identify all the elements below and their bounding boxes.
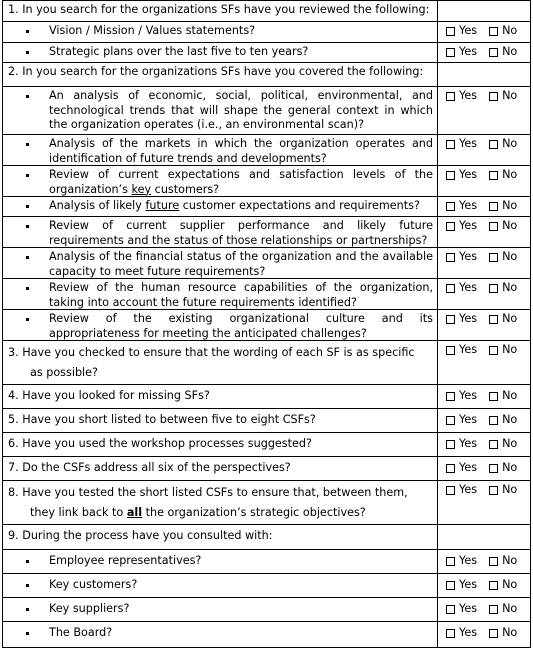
- question-6: [3, 433, 530, 457]
- checkbox-icon: [446, 346, 455, 355]
- no-checkbox[interactable]: No: [489, 219, 517, 234]
- checkbox-icon: [489, 140, 498, 149]
- question-text: 1. In you search for the organizations SFs have you reviewed the following:: [3, 1, 438, 21]
- item-text: Review of the existing organizational culture and its appropriateness for meeting the anticipated challenges?: [49, 312, 433, 340]
- bullet-icon: [26, 225, 29, 228]
- question-text-continued: as possible?: [30, 366, 98, 379]
- checklist-item: [3, 43, 530, 63]
- item-text: Strategic plans over the last five to ten years?: [49, 45, 309, 58]
- no-checkbox[interactable]: No: [489, 24, 517, 39]
- checkbox-icon: [446, 440, 455, 449]
- checkbox-icon: [446, 253, 455, 262]
- item-text: Analysis of likely future customer expectations and requirements?: [49, 199, 420, 212]
- yes-checkbox[interactable]: Yes: [446, 137, 477, 152]
- item-text: Key suppliers?: [49, 602, 130, 615]
- no-checkbox[interactable]: No: [489, 89, 517, 104]
- no-checkbox[interactable]: No: [489, 281, 517, 296]
- no-checkbox[interactable]: No: [489, 168, 517, 183]
- checkbox-icon: [446, 464, 455, 473]
- checkbox-icon: [489, 416, 498, 425]
- no-checkbox[interactable]: No: [489, 250, 517, 265]
- checkbox-icon: [446, 48, 455, 57]
- bullet-icon: [26, 318, 29, 321]
- bullet-icon: [26, 51, 29, 54]
- checkbox-icon: [489, 605, 498, 614]
- checkbox-icon: [489, 202, 498, 211]
- checkbox-icon: [446, 140, 455, 149]
- checklist-item: [3, 197, 530, 217]
- checkbox-icon: [489, 346, 498, 355]
- checklist-item: [3, 22, 530, 43]
- item-text: Analysis of the markets in which the organization operates and identification of future trends and developments?: [49, 137, 433, 165]
- yes-checkbox[interactable]: Yes: [446, 343, 477, 358]
- checklist-item: [3, 550, 530, 574]
- question-text: 4. Have you looked for missing SFs?: [3, 385, 438, 408]
- yes-checkbox[interactable]: Yes: [446, 24, 477, 39]
- question-text: 6. Have you used the workshop processes suggested?: [3, 433, 438, 456]
- checkbox-icon: [489, 284, 498, 293]
- checkbox-icon: [446, 171, 455, 180]
- checklist-item: [3, 279, 530, 310]
- yes-checkbox[interactable]: Yes: [446, 250, 477, 265]
- checkbox-icon: [446, 92, 455, 101]
- question-4: [3, 385, 530, 409]
- no-checkbox[interactable]: No: [489, 578, 517, 593]
- no-checkbox[interactable]: No: [489, 45, 517, 60]
- yes-checkbox[interactable]: Yes: [446, 168, 477, 183]
- checkbox-icon: [489, 392, 498, 401]
- yes-checkbox[interactable]: Yes: [446, 554, 477, 569]
- checkbox-icon: [489, 48, 498, 57]
- item-text: Review of current expectations and satisfaction levels of the organization’s key customers?: [49, 168, 433, 196]
- yes-checkbox[interactable]: Yes: [446, 626, 477, 641]
- checkbox-icon: [446, 392, 455, 401]
- question-8: [3, 481, 530, 525]
- question-3: [3, 341, 530, 385]
- checklist-item: [3, 574, 530, 598]
- section-header-2: [3, 63, 530, 87]
- bullet-icon: [26, 95, 29, 98]
- item-text: Review of the human resource capabilities of the organization, taking into account the future requirements identified?: [49, 281, 433, 309]
- question-text: 9. During the process have you consulted with:: [3, 525, 438, 549]
- question-text: 8. Have you tested the short listed CSFs to ensure that, between them,: [8, 486, 408, 499]
- bullet-icon: [26, 205, 29, 208]
- checkbox-icon: [489, 629, 498, 638]
- checkbox-icon: [446, 315, 455, 324]
- no-checkbox[interactable]: No: [489, 461, 517, 476]
- checkbox-icon: [446, 222, 455, 231]
- yes-checkbox[interactable]: Yes: [446, 602, 477, 617]
- yes-checkbox[interactable]: Yes: [446, 281, 477, 296]
- checklist-item: [3, 166, 530, 197]
- yes-checkbox[interactable]: Yes: [446, 45, 477, 60]
- checkbox-icon: [446, 581, 455, 590]
- checklist-item: [3, 217, 530, 248]
- checkbox-icon: [446, 605, 455, 614]
- checkbox-icon: [489, 557, 498, 566]
- item-text: An analysis of economic, social, political, environmental, and technological trends that will shape the general context in which the organization operates (i.e., an environmental scan)?: [49, 89, 433, 131]
- no-checkbox[interactable]: No: [489, 312, 517, 327]
- yes-checkbox[interactable]: Yes: [446, 437, 477, 452]
- checkbox-icon: [489, 486, 498, 495]
- item-text: The Board?: [49, 626, 113, 639]
- checklist-item: [3, 248, 530, 279]
- checkbox-icon: [446, 629, 455, 638]
- no-checkbox[interactable]: No: [489, 343, 517, 358]
- bullet-icon: [26, 287, 29, 290]
- no-checkbox[interactable]: No: [489, 137, 517, 152]
- checklist-item: [3, 310, 530, 341]
- question-text: 2. In you search for the organizations SFs have you covered the following:: [3, 63, 438, 86]
- bullet-icon: [26, 632, 29, 635]
- no-checkbox[interactable]: No: [489, 389, 517, 404]
- question-7: [3, 457, 530, 481]
- checkbox-icon: [489, 464, 498, 473]
- question-5: [3, 409, 530, 433]
- bullet-icon: [26, 584, 29, 587]
- section-header-1: [3, 1, 530, 22]
- checkbox-icon: [489, 315, 498, 324]
- item-text: Review of current supplier performance and likely future requirements and the status of those relationships or partnerships?: [49, 219, 433, 247]
- question-text: 5. Have you short listed to between five to eight CSFs?: [3, 409, 438, 432]
- question-text: 3. Have you checked to ensure that the wording of each SF is as specific: [8, 346, 415, 359]
- bullet-icon: [26, 256, 29, 259]
- bullet-icon: [26, 143, 29, 146]
- checkbox-icon: [446, 27, 455, 36]
- yes-checkbox[interactable]: Yes: [446, 389, 477, 404]
- yes-checkbox[interactable]: Yes: [446, 483, 477, 498]
- item-text: Employee representatives?: [49, 554, 202, 567]
- bullet-icon: [26, 560, 29, 563]
- yes-checkbox[interactable]: Yes: [446, 199, 477, 214]
- yes-checkbox[interactable]: Yes: [446, 219, 477, 234]
- yes-checkbox[interactable]: Yes: [446, 578, 477, 593]
- checkbox-icon: [489, 27, 498, 36]
- checkbox-icon: [446, 486, 455, 495]
- no-checkbox[interactable]: No: [489, 413, 517, 428]
- checklist-item: [3, 598, 530, 622]
- yes-checkbox[interactable]: Yes: [446, 461, 477, 476]
- checkbox-icon: [489, 222, 498, 231]
- checklist-table: [2, 0, 531, 648]
- checklist-item: [3, 135, 530, 166]
- no-checkbox[interactable]: No: [489, 199, 517, 214]
- question-text-continued: they link back to all the organization’s strategic objectives?: [30, 506, 366, 519]
- yes-checkbox[interactable]: Yes: [446, 312, 477, 327]
- item-text: Analysis of the financial status of the organization and the available capacity to meet future requirements?: [49, 250, 433, 278]
- yes-checkbox[interactable]: Yes: [446, 413, 477, 428]
- bullet-icon: [26, 174, 29, 177]
- no-checkbox[interactable]: No: [489, 626, 517, 641]
- bullet-icon: [26, 30, 29, 33]
- item-text: Key customers?: [49, 578, 138, 591]
- checkbox-icon: [446, 284, 455, 293]
- checkbox-icon: [446, 557, 455, 566]
- yes-checkbox[interactable]: Yes: [446, 89, 477, 104]
- no-checkbox[interactable]: No: [489, 483, 517, 498]
- checklist-item: [3, 622, 530, 647]
- checkbox-icon: [489, 171, 498, 180]
- checkbox-icon: [489, 253, 498, 262]
- item-text: Vision / Mission / Values statements?: [49, 24, 256, 37]
- no-checkbox[interactable]: No: [489, 437, 517, 452]
- bullet-icon: [26, 608, 29, 611]
- checklist-item: [3, 87, 530, 135]
- checkbox-icon: [489, 440, 498, 449]
- section-header-9: [3, 525, 530, 550]
- question-text: 7. Do the CSFs address all six of the perspectives?: [3, 457, 438, 480]
- checkbox-icon: [446, 202, 455, 211]
- checkbox-icon: [489, 92, 498, 101]
- checkbox-icon: [489, 581, 498, 590]
- no-checkbox[interactable]: No: [489, 554, 517, 569]
- checkbox-icon: [446, 416, 455, 425]
- no-checkbox[interactable]: No: [489, 602, 517, 617]
